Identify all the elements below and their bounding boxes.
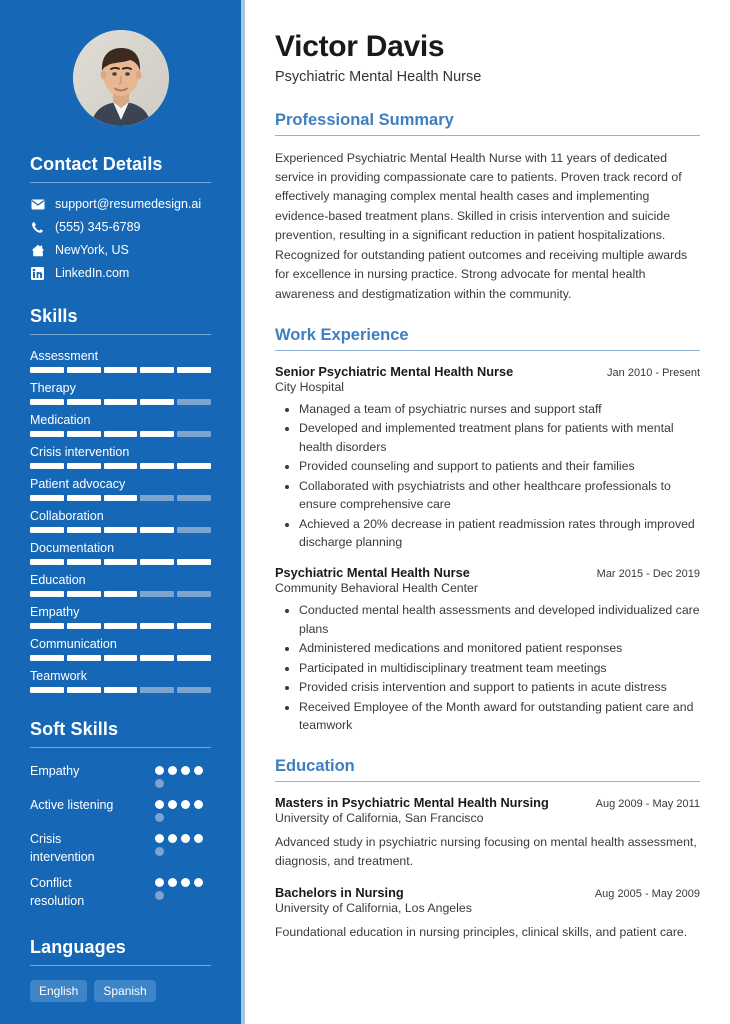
envelope-icon bbox=[30, 197, 45, 211]
summary-heading: Professional Summary bbox=[275, 110, 454, 129]
skill-label: Patient advocacy bbox=[30, 477, 126, 491]
rating-dot bbox=[194, 878, 203, 887]
rating-dot bbox=[155, 779, 164, 788]
education-entry-institution: University of California, Los Angeles bbox=[275, 900, 472, 915]
skill-label: Crisis intervention bbox=[30, 445, 130, 459]
work-entry-bullets bbox=[275, 601, 700, 734]
skill-label: Empathy bbox=[30, 605, 80, 619]
home-icon bbox=[30, 243, 45, 257]
skill-segment bbox=[104, 527, 138, 533]
list-item: • Collaborated with psychiatrists and other healthcare professionals to ensure comprehensive care bbox=[299, 477, 700, 514]
skills-list bbox=[30, 349, 211, 693]
skills-divider bbox=[30, 334, 211, 335]
soft-skill-item bbox=[30, 874, 211, 910]
contact-item-location[interactable] bbox=[30, 243, 211, 257]
summary-divider bbox=[275, 135, 700, 136]
skills-section bbox=[0, 306, 241, 693]
contact-section bbox=[0, 154, 241, 280]
rating-dot bbox=[155, 891, 164, 900]
skill-segment bbox=[140, 591, 174, 597]
skill-level-bar bbox=[30, 687, 211, 693]
rating-dot bbox=[155, 813, 164, 822]
rating-dot bbox=[155, 766, 164, 775]
skill-segment bbox=[67, 399, 101, 405]
skill-label: Education bbox=[30, 573, 86, 587]
skill-segment bbox=[67, 655, 101, 661]
job-title-subtitle: Psychiatric Mental Health Nurse bbox=[275, 68, 482, 85]
list-item: • Developed and implemented treatment plans for patients with mental health disorders bbox=[299, 419, 700, 456]
rating-dot bbox=[181, 834, 190, 843]
skill-segment bbox=[104, 655, 138, 661]
skill-segment bbox=[67, 495, 101, 501]
rating-dot bbox=[181, 766, 190, 775]
skill-segment bbox=[140, 559, 174, 565]
contact-item-email[interactable] bbox=[30, 197, 211, 211]
skill-segment bbox=[177, 559, 211, 565]
skill-segment bbox=[67, 559, 101, 565]
contact-list bbox=[30, 197, 211, 280]
skill-label: Medication bbox=[30, 413, 91, 427]
contact-item-phone[interactable] bbox=[30, 220, 211, 234]
skill-segment bbox=[30, 623, 64, 629]
soft-skill-item bbox=[30, 762, 211, 788]
education-entry-header bbox=[275, 795, 700, 810]
skills-heading: Skills bbox=[30, 306, 78, 326]
skill-label: Teamwork bbox=[30, 669, 87, 683]
skill-segment bbox=[104, 463, 138, 469]
soft-skill-item bbox=[30, 796, 211, 822]
skill-level-bar bbox=[30, 463, 211, 469]
education-heading: Education bbox=[275, 756, 355, 775]
skill-segment bbox=[30, 655, 64, 661]
contact-label-linkedin: LinkedIn.com bbox=[55, 266, 130, 280]
work-entry-organization: Community Behavioral Health Center bbox=[275, 581, 478, 596]
contact-item-linkedin[interactable] bbox=[30, 266, 211, 280]
soft-skill-label: Conflict resolution bbox=[30, 876, 85, 909]
skill-level-bar bbox=[30, 399, 211, 405]
phone-icon bbox=[30, 220, 45, 234]
soft-skills-list bbox=[30, 762, 211, 911]
education-entry bbox=[275, 885, 700, 942]
work-entry-title: Psychiatric Mental Health Nurse bbox=[275, 565, 470, 581]
skill-level-bar bbox=[30, 559, 211, 565]
education-entry-description: Foundational education in nursing principles, clinical skills, and patient care. bbox=[275, 924, 688, 939]
education-entry-institution: University of California, San Francisco bbox=[275, 810, 484, 825]
skill-label: Therapy bbox=[30, 381, 76, 395]
skill-segment bbox=[30, 687, 64, 693]
education-divider bbox=[275, 781, 700, 782]
skill-item bbox=[30, 541, 211, 565]
avatar-container bbox=[0, 0, 241, 154]
skill-item bbox=[30, 669, 211, 693]
education-entry-date: Aug 2005 - May 2009 bbox=[594, 887, 700, 900]
education-entries bbox=[275, 795, 700, 942]
soft-skill-rating bbox=[155, 830, 211, 856]
list-item: • Provided crisis intervention and support to patients in acute distress bbox=[299, 678, 700, 696]
skill-segment bbox=[177, 591, 211, 597]
work-entry-date: Mar 2015 - Dec 2019 bbox=[596, 568, 700, 581]
avatar bbox=[73, 30, 169, 126]
skill-item bbox=[30, 413, 211, 437]
soft-skills-heading: Soft Skills bbox=[30, 719, 119, 739]
work-entry-date: Jan 2010 - Present bbox=[607, 366, 700, 379]
work-entry-header bbox=[275, 565, 700, 580]
list-item: • Achieved a 20% decrease in patient readmission rates through improved discharge planning bbox=[299, 515, 700, 552]
languages-divider bbox=[30, 965, 211, 966]
skill-item bbox=[30, 573, 211, 597]
skill-segment bbox=[177, 495, 211, 501]
rating-dot bbox=[181, 800, 190, 809]
work-entry-header bbox=[275, 364, 700, 379]
skill-item bbox=[30, 509, 211, 533]
education-entry-title: Bachelors in Nursing bbox=[275, 884, 404, 900]
skill-segment bbox=[30, 399, 64, 405]
skill-segment bbox=[104, 495, 138, 501]
rating-dot bbox=[168, 766, 177, 775]
soft-skill-label: Empathy bbox=[30, 764, 80, 778]
list-item: • Received Employee of the Month award for outstanding patient care and teamwork bbox=[299, 698, 700, 735]
skill-label: Communication bbox=[30, 637, 117, 651]
skill-segment bbox=[177, 463, 211, 469]
page-title: Victor Davis bbox=[275, 30, 445, 63]
skill-segment bbox=[30, 367, 64, 373]
skill-segment bbox=[30, 527, 64, 533]
skill-label: Documentation bbox=[30, 541, 115, 555]
skill-segment bbox=[140, 399, 174, 405]
work-experience-section bbox=[275, 326, 700, 735]
skill-level-bar bbox=[30, 367, 211, 373]
rating-dot bbox=[155, 878, 164, 887]
skill-segment bbox=[104, 431, 138, 437]
rating-dot bbox=[194, 834, 203, 843]
skill-item bbox=[30, 381, 211, 405]
main-column bbox=[245, 0, 730, 1024]
work-divider bbox=[275, 350, 700, 351]
skill-segment bbox=[67, 463, 101, 469]
soft-skill-rating bbox=[155, 874, 211, 900]
sidebar bbox=[0, 0, 245, 1024]
skill-level-bar bbox=[30, 431, 211, 437]
summary-text: Experienced Psychiatric Mental Health Nurse with 11 years of dedicated service in providing compassionate care to patients. Proven track record of effectively managing complex mental health cases and implementing evidence-based treatment plans. Skilled in crisis intervention and suicide prevention, resulting in a significant reduction in patient hospitalizations. Recognized for outstanding patient outcomes and receiving multiple awards for excellence in nursing practice. Strong advocate for mental health awareness and destigmatization within the community. bbox=[275, 150, 688, 301]
skill-item bbox=[30, 637, 211, 661]
contact-divider bbox=[30, 182, 211, 183]
work-entry-title: Senior Psychiatric Mental Health Nurse bbox=[275, 363, 514, 379]
skill-segment bbox=[140, 623, 174, 629]
skill-segment bbox=[140, 655, 174, 661]
rating-dot bbox=[168, 834, 177, 843]
skill-segment bbox=[177, 655, 211, 661]
skill-label: Collaboration bbox=[30, 509, 104, 523]
education-entry-header bbox=[275, 885, 700, 900]
work-entry bbox=[275, 364, 700, 552]
soft-skill-label: Active listening bbox=[30, 798, 114, 812]
education-entry bbox=[275, 795, 700, 871]
skill-segment bbox=[67, 431, 101, 437]
skill-level-bar bbox=[30, 495, 211, 501]
education-entry-description: Advanced study in psychiatric nursing focusing on mental health assessment, diagnosis, and treatment. bbox=[275, 834, 697, 868]
skill-segment bbox=[30, 591, 64, 597]
list-item: • Conducted mental health assessments and developed individualized care plans bbox=[299, 601, 700, 638]
skill-item bbox=[30, 349, 211, 373]
skill-segment bbox=[140, 367, 174, 373]
skill-segment bbox=[104, 559, 138, 565]
work-entries bbox=[275, 364, 700, 735]
list-item: • Managed a team of psychiatric nurses and support staff bbox=[299, 400, 700, 418]
rating-dot bbox=[155, 847, 164, 856]
skill-segment bbox=[140, 495, 174, 501]
list-item: • Participated in multidisciplinary treatment team meetings bbox=[299, 659, 700, 677]
skill-segment bbox=[177, 687, 211, 693]
skill-level-bar bbox=[30, 655, 211, 661]
skill-segment bbox=[104, 399, 138, 405]
work-heading: Work Experience bbox=[275, 325, 409, 344]
skill-segment bbox=[140, 431, 174, 437]
skill-segment bbox=[30, 463, 64, 469]
rating-dot bbox=[181, 878, 190, 887]
rating-dot bbox=[155, 834, 164, 843]
skill-segment bbox=[177, 431, 211, 437]
skill-segment bbox=[140, 527, 174, 533]
skill-segment bbox=[104, 687, 138, 693]
skill-segment bbox=[30, 431, 64, 437]
work-entry-organization: City Hospital bbox=[275, 379, 345, 394]
education-entry-date: Aug 2009 - May 2011 bbox=[595, 797, 700, 810]
education-entry-title: Masters in Psychiatric Mental Health Nursing bbox=[275, 794, 549, 810]
soft-skills-section bbox=[0, 719, 241, 911]
skill-label: Assessment bbox=[30, 349, 99, 363]
skill-segment bbox=[177, 367, 211, 373]
linkedin-icon bbox=[30, 266, 45, 280]
skill-item bbox=[30, 605, 211, 629]
rating-dot bbox=[194, 800, 203, 809]
soft-skill-item bbox=[30, 830, 211, 866]
skill-segment bbox=[177, 623, 211, 629]
skill-segment bbox=[140, 463, 174, 469]
education-section bbox=[275, 757, 700, 942]
skill-item bbox=[30, 477, 211, 501]
work-entry-bullets bbox=[275, 400, 700, 552]
list-item: • Administered medications and monitored patient responses bbox=[299, 639, 700, 657]
rating-dot bbox=[168, 878, 177, 887]
skill-segment bbox=[30, 495, 64, 501]
languages-heading: Languages bbox=[30, 936, 126, 957]
profile-photo-illustration bbox=[73, 30, 169, 126]
skill-segment bbox=[104, 623, 138, 629]
work-entry bbox=[275, 565, 700, 734]
language-tag: Spanish bbox=[94, 980, 155, 1002]
skill-item bbox=[30, 445, 211, 469]
skill-segment bbox=[67, 623, 101, 629]
soft-skill-rating bbox=[155, 762, 211, 788]
skill-segment bbox=[67, 367, 101, 373]
languages-list bbox=[30, 980, 211, 1002]
skill-segment bbox=[177, 527, 211, 533]
skill-segment bbox=[30, 559, 64, 565]
rating-dot bbox=[168, 800, 177, 809]
skill-segment bbox=[104, 367, 138, 373]
soft-skill-rating bbox=[155, 796, 211, 822]
contact-label-location: NewYork, US bbox=[55, 243, 129, 257]
skill-level-bar bbox=[30, 527, 211, 533]
skill-level-bar bbox=[30, 591, 211, 597]
skill-segment bbox=[140, 687, 174, 693]
soft-skills-divider bbox=[30, 747, 211, 748]
professional-summary-section bbox=[275, 111, 700, 304]
skill-segment bbox=[67, 687, 101, 693]
skill-segment bbox=[67, 591, 101, 597]
contact-heading: Contact Details bbox=[30, 154, 163, 174]
skill-segment bbox=[177, 399, 211, 405]
skill-segment bbox=[104, 591, 138, 597]
language-tag: English bbox=[30, 980, 87, 1002]
contact-label-email: support@resumedesign.ai bbox=[55, 197, 202, 211]
languages-section bbox=[0, 937, 241, 1002]
rating-dot bbox=[155, 800, 164, 809]
soft-skill-label: Crisis intervention bbox=[30, 832, 95, 865]
rating-dot bbox=[194, 766, 203, 775]
skill-level-bar bbox=[30, 623, 211, 629]
skill-segment bbox=[67, 527, 101, 533]
list-item: • Provided counseling and support to patients and their families bbox=[299, 457, 700, 475]
contact-label-phone: (555) 345-6789 bbox=[55, 220, 141, 234]
